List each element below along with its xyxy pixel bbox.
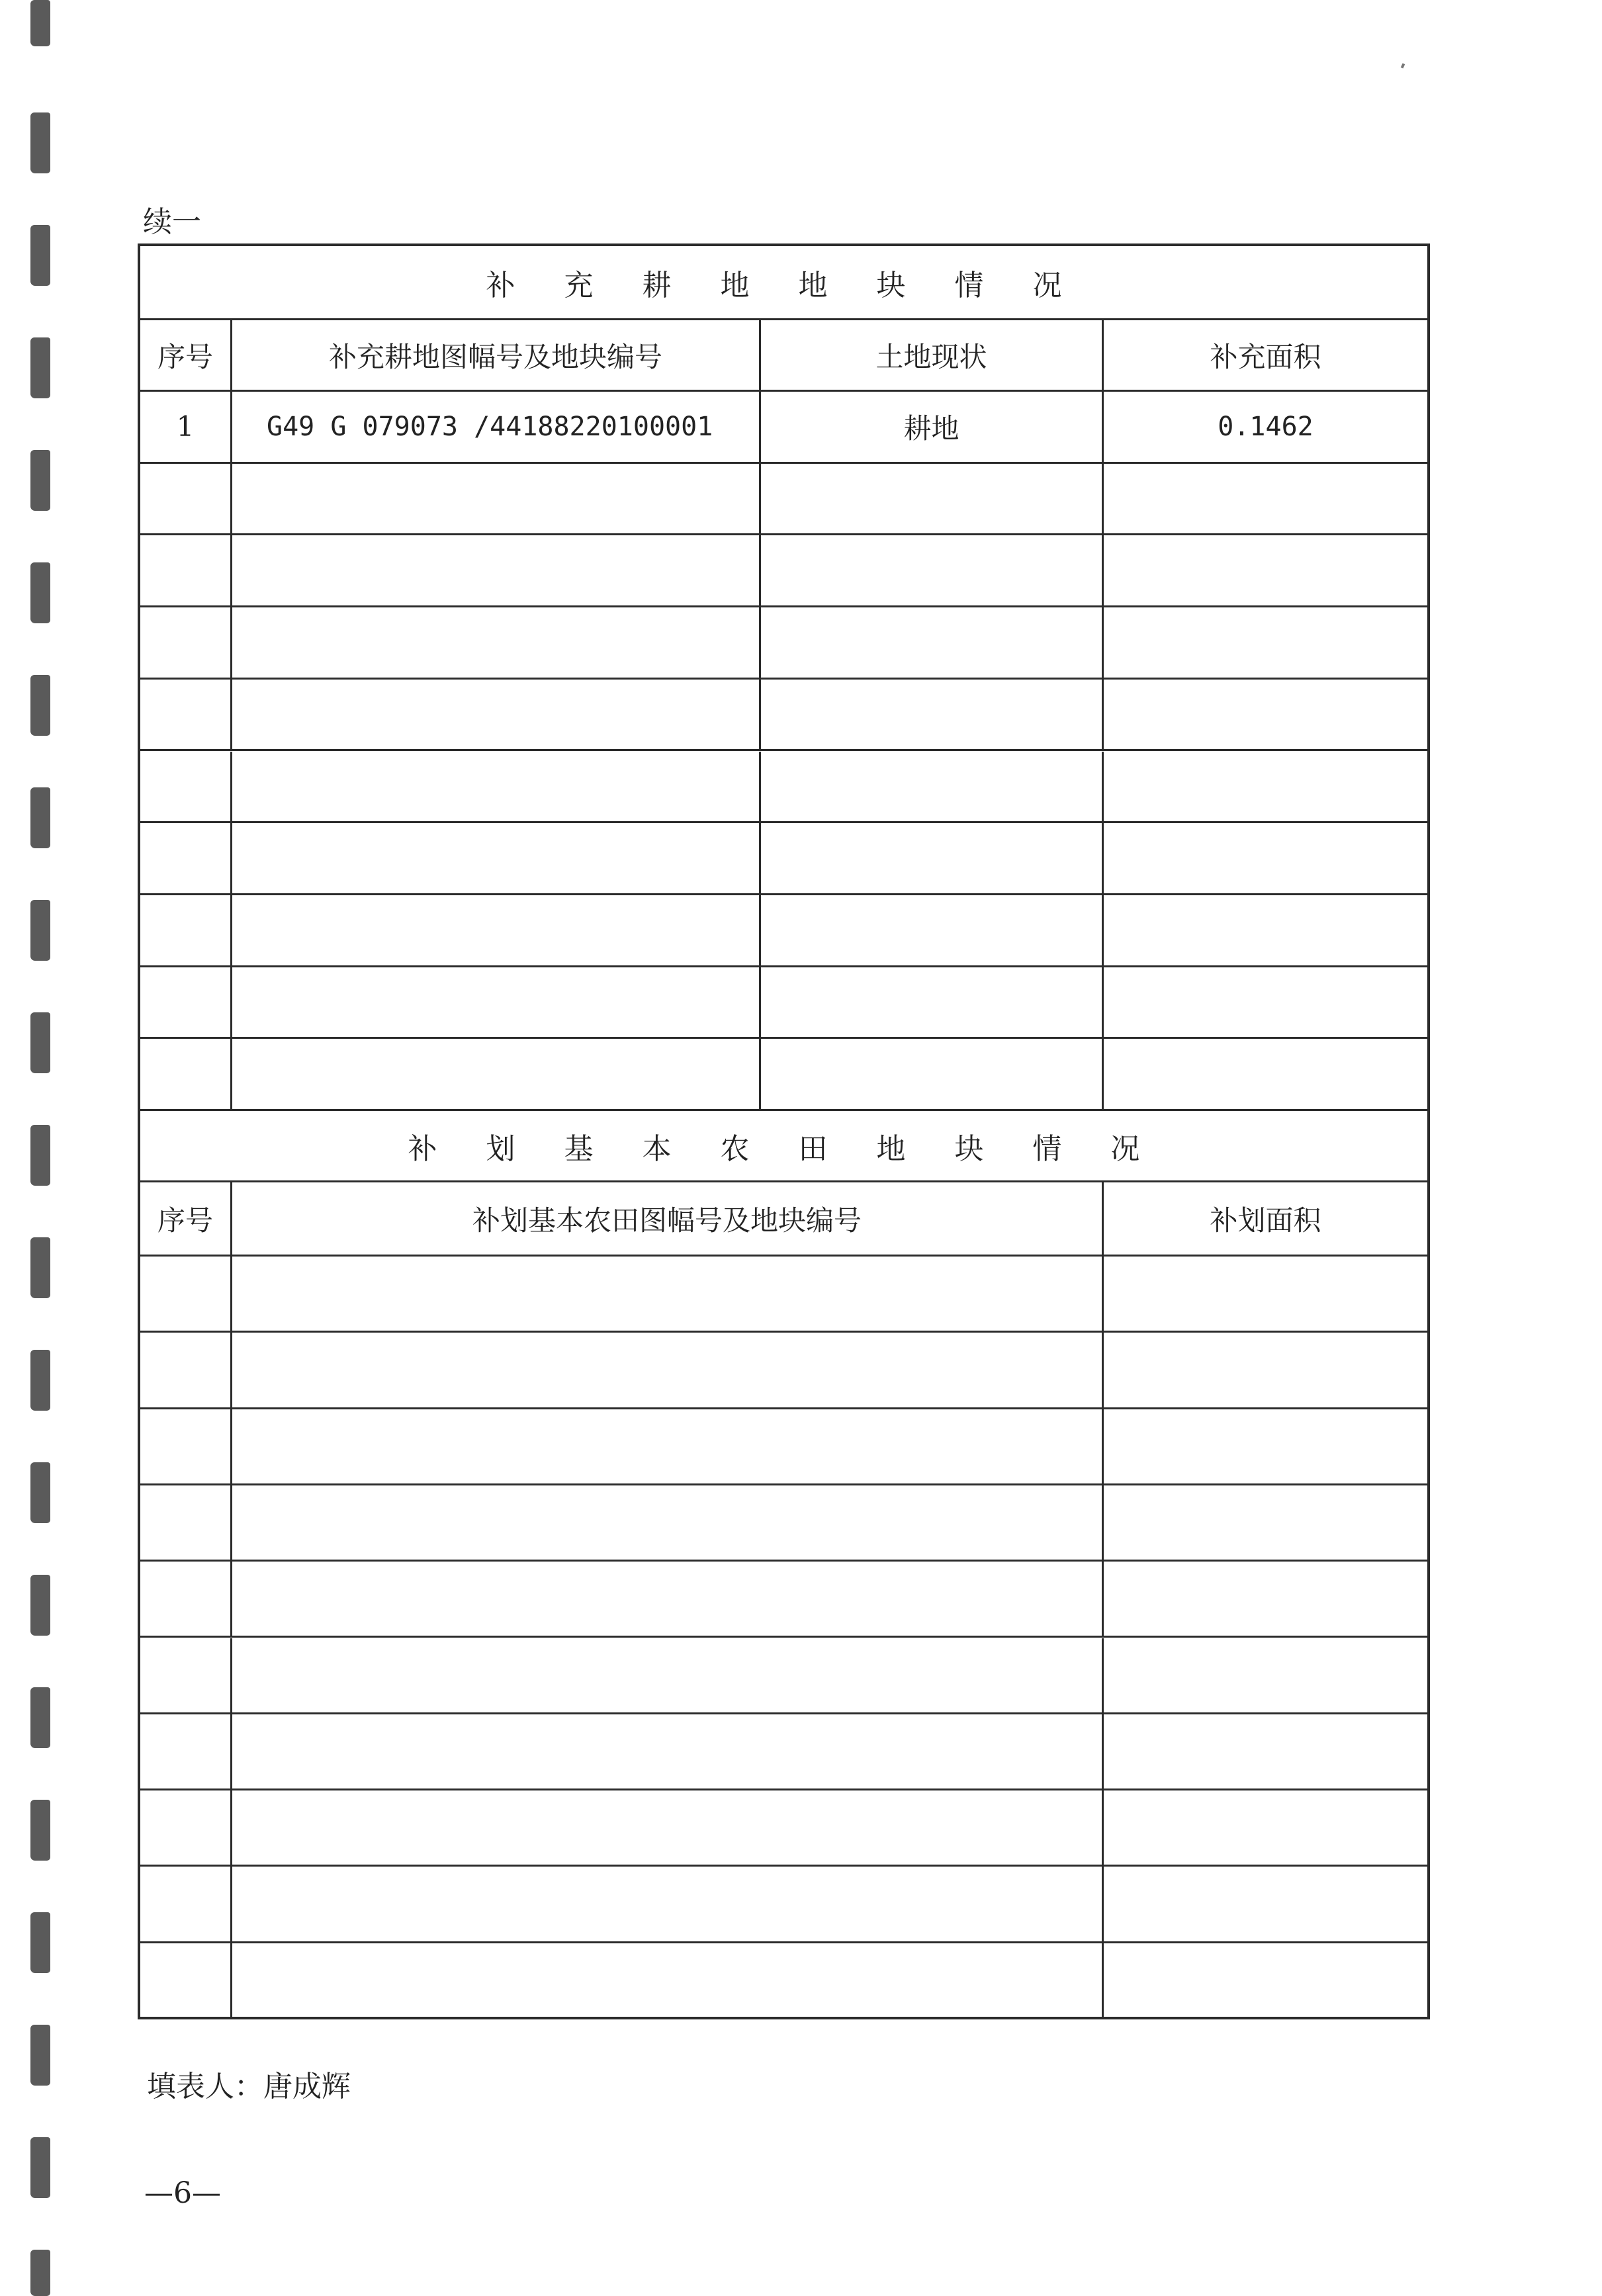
table-row bbox=[140, 680, 1427, 752]
supplement-cell-seq bbox=[140, 535, 232, 605]
farmland-section-title-row bbox=[140, 1111, 1427, 1182]
table-row bbox=[140, 1257, 1427, 1333]
binding-hole-mark bbox=[30, 450, 50, 511]
supplement-section-title: 补 充 耕 地 地 块 情 况 bbox=[486, 268, 1082, 302]
supplement-cell-map-block bbox=[232, 967, 761, 1038]
supplement-cell-land-status bbox=[761, 607, 1104, 678]
supplement-cell-land-status bbox=[761, 464, 1104, 534]
binding-hole-mark bbox=[30, 562, 50, 623]
farmland-header-seq: 序号 bbox=[140, 1182, 232, 1255]
page-number: —6— bbox=[144, 2176, 221, 2210]
table-row bbox=[140, 967, 1427, 1039]
binding-hole-mark bbox=[30, 1912, 50, 1973]
binding-hole-mark bbox=[30, 337, 50, 398]
continue-label: 续一 bbox=[143, 205, 201, 239]
farmland-cell-map-block bbox=[232, 1333, 1104, 1407]
supplement-cell-land-status bbox=[761, 967, 1104, 1038]
supplement-cell-land-status bbox=[761, 752, 1104, 822]
farmland-cell-seq bbox=[140, 1333, 232, 1407]
table-row bbox=[140, 895, 1427, 967]
binding-hole-mark bbox=[30, 2137, 50, 2198]
farmland-cell-seq bbox=[140, 1638, 232, 1712]
table-row bbox=[140, 1485, 1427, 1562]
farmland-cell-area bbox=[1104, 1638, 1427, 1712]
supplement-cell-map-block bbox=[232, 1039, 761, 1109]
supplement-cell-land-status bbox=[761, 1039, 1104, 1109]
table-row bbox=[140, 535, 1427, 607]
farmland-header-row bbox=[140, 1182, 1427, 1257]
binding-hole-mark bbox=[30, 112, 50, 173]
farmland-cell-map-block bbox=[232, 1638, 1104, 1712]
farmland-cell-map-block bbox=[232, 1562, 1104, 1636]
binding-hole-mark bbox=[30, 2250, 50, 2296]
farmland-section-title: 补 划 基 本 农 田 地 块 情 况 bbox=[408, 1131, 1160, 1166]
farmland-cell-seq bbox=[140, 1867, 232, 1941]
table-row bbox=[140, 464, 1427, 536]
binding-hole-mark bbox=[30, 2025, 50, 2086]
supplement-cell-area bbox=[1104, 535, 1427, 605]
supplement-cell-area bbox=[1104, 680, 1427, 750]
supplement-header-map-block: 补充耕地图幅号及地块编号 bbox=[232, 320, 761, 390]
farmland-cell-seq bbox=[140, 1790, 232, 1865]
farmland-cell-seq bbox=[140, 1409, 232, 1483]
supplement-cell-area bbox=[1104, 1039, 1427, 1109]
farmland-cell-area bbox=[1104, 1333, 1427, 1407]
binding-hole-mark bbox=[30, 675, 50, 736]
binding-hole-mark bbox=[30, 1350, 50, 1411]
farmland-cell-area bbox=[1104, 1257, 1427, 1331]
farmland-header-map-block: 补划基本农田图幅号及地块编号 bbox=[232, 1182, 1104, 1255]
supplement-cell-area bbox=[1104, 464, 1427, 534]
supplement-section-title-row bbox=[140, 246, 1427, 320]
table-row bbox=[140, 1333, 1427, 1409]
supplement-cell-map-block bbox=[232, 464, 761, 534]
farmland-cell-area bbox=[1104, 1562, 1427, 1636]
table-row bbox=[140, 1409, 1427, 1485]
supplement-cell-seq bbox=[140, 895, 232, 965]
supplement-cell-land-status bbox=[761, 680, 1104, 750]
supplement-cell-seq bbox=[140, 967, 232, 1038]
supplement-cell-map-block bbox=[232, 895, 761, 965]
binding-hole-mark bbox=[30, 1125, 50, 1186]
supplement-header-seq: 序号 bbox=[140, 320, 232, 390]
supplement-header-row bbox=[140, 320, 1427, 392]
supplement-cell-land-status bbox=[761, 535, 1104, 605]
farmland-cell-area bbox=[1104, 1867, 1427, 1941]
supplement-cell-map-block: G49 G 079073 /44188220100001 bbox=[232, 392, 761, 462]
supplement-cell-seq bbox=[140, 1039, 232, 1109]
table-row bbox=[140, 823, 1427, 895]
binding-hole-mark bbox=[30, 900, 50, 961]
supplement-cell-map-block bbox=[232, 535, 761, 605]
supplement-cell-seq bbox=[140, 680, 232, 750]
binding-hole-mark bbox=[30, 0, 50, 46]
binding-hole-mark bbox=[30, 1800, 50, 1861]
binding-hole-mark bbox=[30, 1575, 50, 1636]
binding-hole-mark bbox=[30, 1687, 50, 1748]
supplement-cell-area bbox=[1104, 823, 1427, 893]
supplement-header-area: 补充面积 bbox=[1210, 340, 1321, 373]
supplement-cell-area bbox=[1104, 752, 1427, 822]
farmland-cell-seq bbox=[140, 1714, 232, 1788]
binding-hole-mark bbox=[30, 1237, 50, 1298]
supplement-cell-map-block bbox=[232, 607, 761, 678]
supplement-cell-area bbox=[1104, 967, 1427, 1038]
farmland-cell-area bbox=[1104, 1409, 1427, 1483]
table-row bbox=[140, 1562, 1427, 1638]
supplement-header-land-status: 土地现状 bbox=[761, 320, 1104, 390]
farmland-cell-area bbox=[1104, 1485, 1427, 1560]
farmland-cell-area bbox=[1104, 1714, 1427, 1788]
farmland-cell-map-block bbox=[232, 1867, 1104, 1941]
binding-hole-mark bbox=[30, 1012, 50, 1073]
supplement-cell-seq: 1 bbox=[140, 392, 232, 462]
land-table bbox=[138, 243, 1430, 2019]
form-filler: 填表人：唐成辉 bbox=[147, 2070, 351, 2103]
table-row bbox=[140, 1714, 1427, 1790]
farmland-cell-seq bbox=[140, 1562, 232, 1636]
farmland-cell-seq bbox=[140, 1943, 232, 2019]
table-row bbox=[140, 1943, 1427, 2019]
supplement-cell-land-status bbox=[761, 823, 1104, 893]
farmland-cell-seq bbox=[140, 1485, 232, 1560]
supplement-cell-seq bbox=[140, 607, 232, 678]
supplement-cell-area bbox=[1104, 607, 1427, 678]
table-row bbox=[140, 1039, 1427, 1111]
farmland-cell-map-block bbox=[232, 1790, 1104, 1865]
farmland-cell-map-block bbox=[232, 1485, 1104, 1560]
farmland-cell-map-block bbox=[232, 1257, 1104, 1331]
supplement-cell-map-block bbox=[232, 823, 761, 893]
binding-hole-mark bbox=[30, 787, 50, 848]
supplement-cell-land-status: 耕地 bbox=[761, 392, 1104, 462]
supplement-cell-map-block bbox=[232, 752, 761, 822]
table-row bbox=[140, 1867, 1427, 1943]
supplement-cell-seq bbox=[140, 752, 232, 822]
supplement-cell-land-status bbox=[761, 895, 1104, 965]
table-row bbox=[140, 607, 1427, 680]
supplement-cell-seq bbox=[140, 823, 232, 893]
supplement-cell-area bbox=[1104, 895, 1427, 965]
table-row bbox=[140, 1790, 1427, 1867]
table-row bbox=[140, 1638, 1427, 1714]
farmland-header-area: 补划面积 bbox=[1210, 1204, 1321, 1237]
scan-speck bbox=[1401, 63, 1405, 68]
farmland-cell-map-block bbox=[232, 1409, 1104, 1483]
farmland-cell-area bbox=[1104, 1943, 1427, 2019]
supplement-cell-seq bbox=[140, 464, 232, 534]
table-row bbox=[140, 392, 1427, 464]
farmland-cell-area bbox=[1104, 1790, 1427, 1865]
binding-hole-mark bbox=[30, 1462, 50, 1523]
farmland-cell-map-block bbox=[232, 1714, 1104, 1788]
farmland-cell-seq bbox=[140, 1257, 232, 1331]
supplement-cell-map-block bbox=[232, 680, 761, 750]
farmland-cell-map-block bbox=[232, 1943, 1104, 2019]
table-row bbox=[140, 752, 1427, 824]
supplement-cell-area: 0.1462 bbox=[1218, 411, 1313, 442]
binding-hole-mark bbox=[30, 225, 50, 286]
